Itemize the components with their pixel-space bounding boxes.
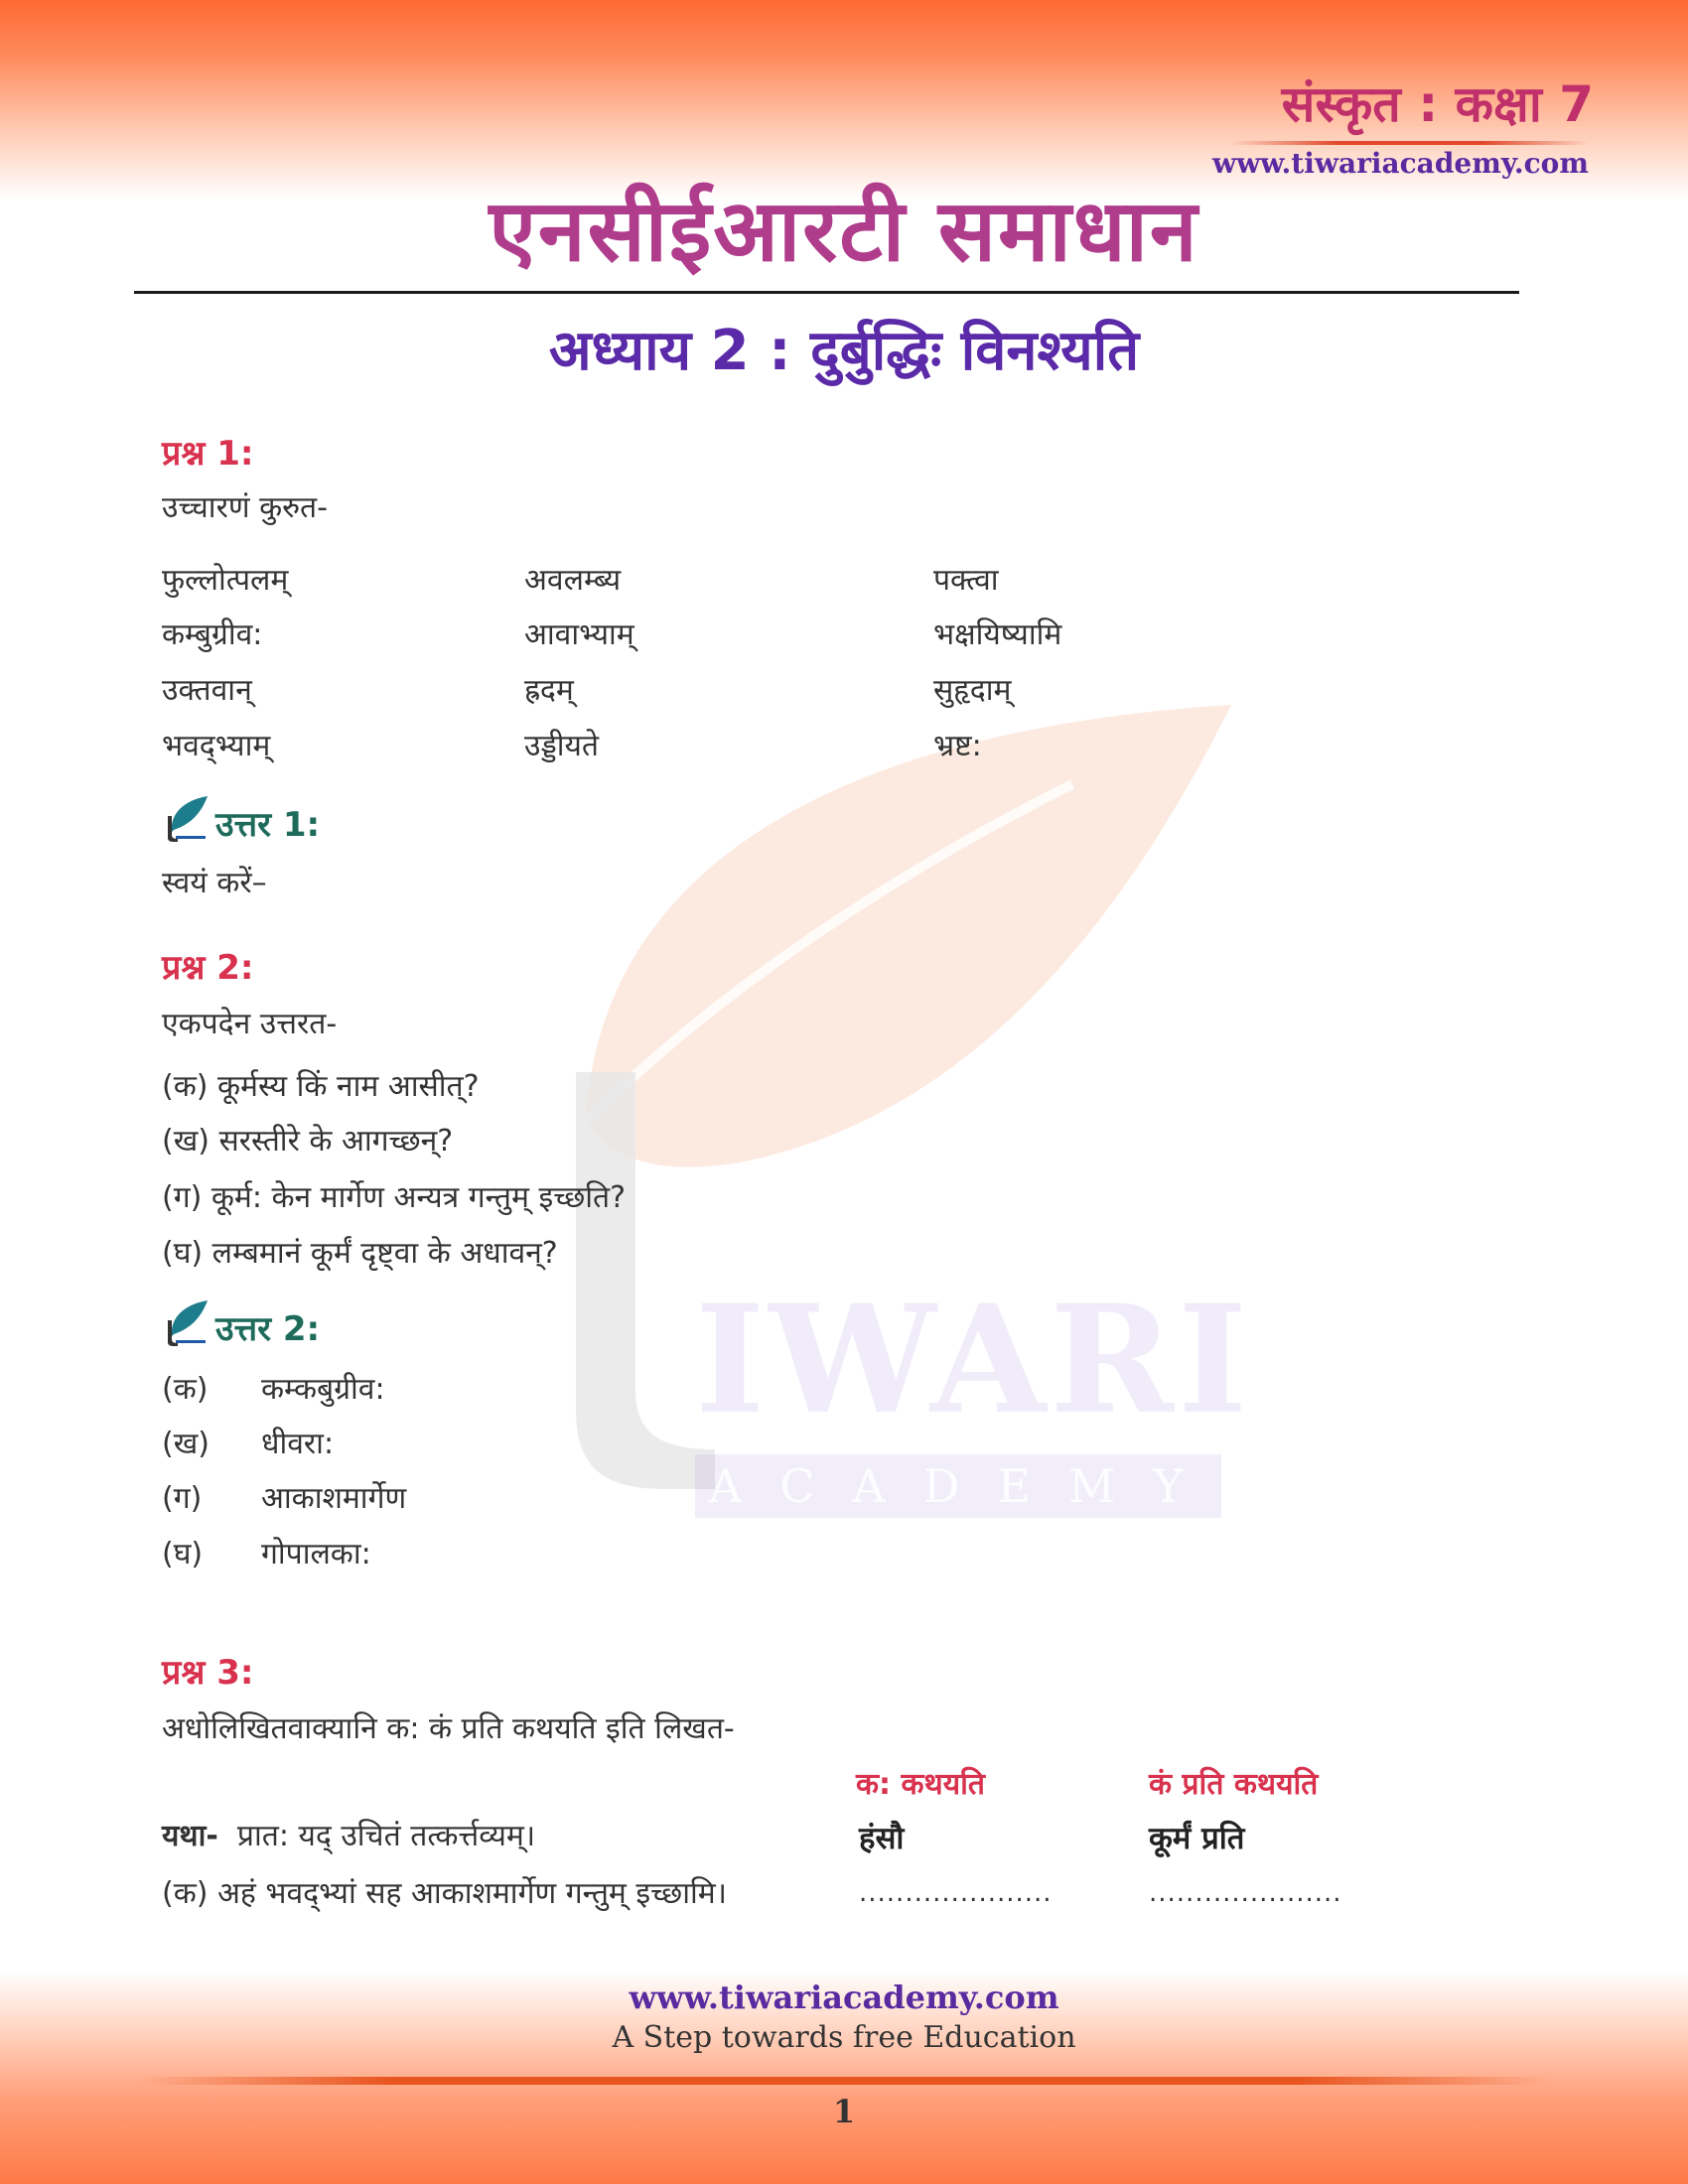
answer-2-item: [162, 1479, 406, 1519]
title-divider: [134, 291, 1519, 294]
footer-website-link[interactable]: www.tiwariacademy.com: [629, 1979, 1059, 2016]
word-item: भक्षयिष्यामि: [933, 617, 1062, 652]
question-2-heading: प्रश्न 2:: [162, 948, 254, 988]
answer-2-item: [162, 1425, 334, 1464]
example-who: हंसौ: [859, 1821, 905, 1856]
column-header-whom: कं प्रति कथयति: [1149, 1767, 1319, 1802]
answer-2-item: [162, 1370, 385, 1410]
answer-2-label: उत्तर 2:: [215, 1309, 321, 1349]
answer-2-item-label: (ख): [162, 1427, 210, 1461]
footer-tagline: A Step towards free Education: [612, 2020, 1076, 2055]
question-3-heading: प्रश्न 3:: [162, 1653, 254, 1693]
answer-blank: .....................: [1149, 1878, 1342, 1908]
question-3-instruction: अधोलिखितवाक्यानि क: कं प्रति कथयति इति लिखत-: [162, 1711, 735, 1746]
example-row: [162, 1817, 535, 1856]
answer-blank: .....................: [859, 1878, 1053, 1908]
answer-2-item-label: (ग): [162, 1481, 203, 1516]
question-3-item: (क) अहं भवद्भ्यां सह आकाशमार्गेण गन्तुम् इच्छामि।: [162, 1876, 728, 1911]
example-whom: कूर्मं प्रति: [1149, 1821, 1245, 1856]
word-item: उक्तवान्: [162, 673, 252, 708]
subject-underline: [1231, 141, 1589, 145]
column-header-who: क: कथयति: [856, 1767, 985, 1802]
footer-divider: [139, 2077, 1549, 2085]
question-1-heading: प्रश्न 1:: [162, 434, 254, 474]
answer-2-item-text: धीवरा:: [261, 1427, 335, 1461]
example-text: प्रात: यद् उचितं तत्कर्त्तव्यम्।: [236, 1819, 536, 1853]
header-website-link[interactable]: www.tiwariacademy.com: [1212, 147, 1589, 180]
question-2-item: (क) कूर्मस्य किं नाम आसीत्?: [162, 1069, 480, 1104]
page-title: एनसीईआरटी समाधान: [489, 182, 1199, 281]
word-item: आवाभ्याम्: [524, 617, 634, 652]
word-item: भवद्भ्याम्: [162, 729, 271, 763]
answer-1-text: स्वयं करें–: [162, 866, 267, 900]
word-item: ह्रदम्: [524, 673, 574, 708]
answer-2-item-text: कम्कबुग्रीव:: [261, 1372, 385, 1407]
question-2-item: (ग) कूर्म: केन मार्गेण अन्यत्र गन्तुम् इच्छति?: [162, 1180, 627, 1215]
question-1-instruction: उच्चारणं कुरुत-: [162, 490, 328, 525]
answer-1-heading: [162, 794, 320, 846]
answer-2-heading: [162, 1298, 320, 1350]
word-item: उड्डीयते: [524, 729, 599, 763]
question-2-item: (घ) लम्बमानं कूर्मं दृष्ट्वा के अधावन्?: [162, 1236, 558, 1271]
word-item: सुहृदाम्: [933, 673, 1012, 708]
word-item: पक्त्वा: [933, 563, 999, 598]
word-item: कम्बुग्रीव:: [162, 617, 263, 652]
answer-2-item-text: आकाशमार्गेण: [261, 1481, 407, 1516]
chapter-title: अध्याय 2 : दुर्बुद्धिः विनश्यति: [548, 319, 1140, 383]
word-item: अवलम्ब्य: [524, 563, 622, 598]
answer-1-label: उत्तर 1:: [215, 805, 321, 845]
word-item: फुल्लोत्पलम्: [162, 563, 289, 598]
word-item: भ्रष्ट:: [933, 729, 982, 763]
watermark-text: IWARI: [695, 1273, 1252, 1447]
answer-2-item-label: (घ): [162, 1537, 204, 1571]
answer-2-item-text: गोपालका:: [261, 1537, 371, 1571]
tiwari-logo-icon: [162, 794, 210, 844]
example-label: यथा-: [162, 1819, 218, 1853]
question-2-item: (ख) सरस्तीरे के आगच्छन्?: [162, 1124, 454, 1159]
question-2-instruction: एकपदेन उत्तरत-: [162, 1007, 338, 1041]
subject-label: संस्कृत : कक्षा 7: [1281, 75, 1594, 133]
answer-2-item: [162, 1535, 371, 1574]
watermark-subtext: ACADEMY: [695, 1454, 1221, 1518]
page-number: 1: [832, 2093, 856, 2130]
tiwari-logo-icon: [162, 1298, 210, 1348]
answer-2-item-label: (क): [162, 1372, 209, 1407]
